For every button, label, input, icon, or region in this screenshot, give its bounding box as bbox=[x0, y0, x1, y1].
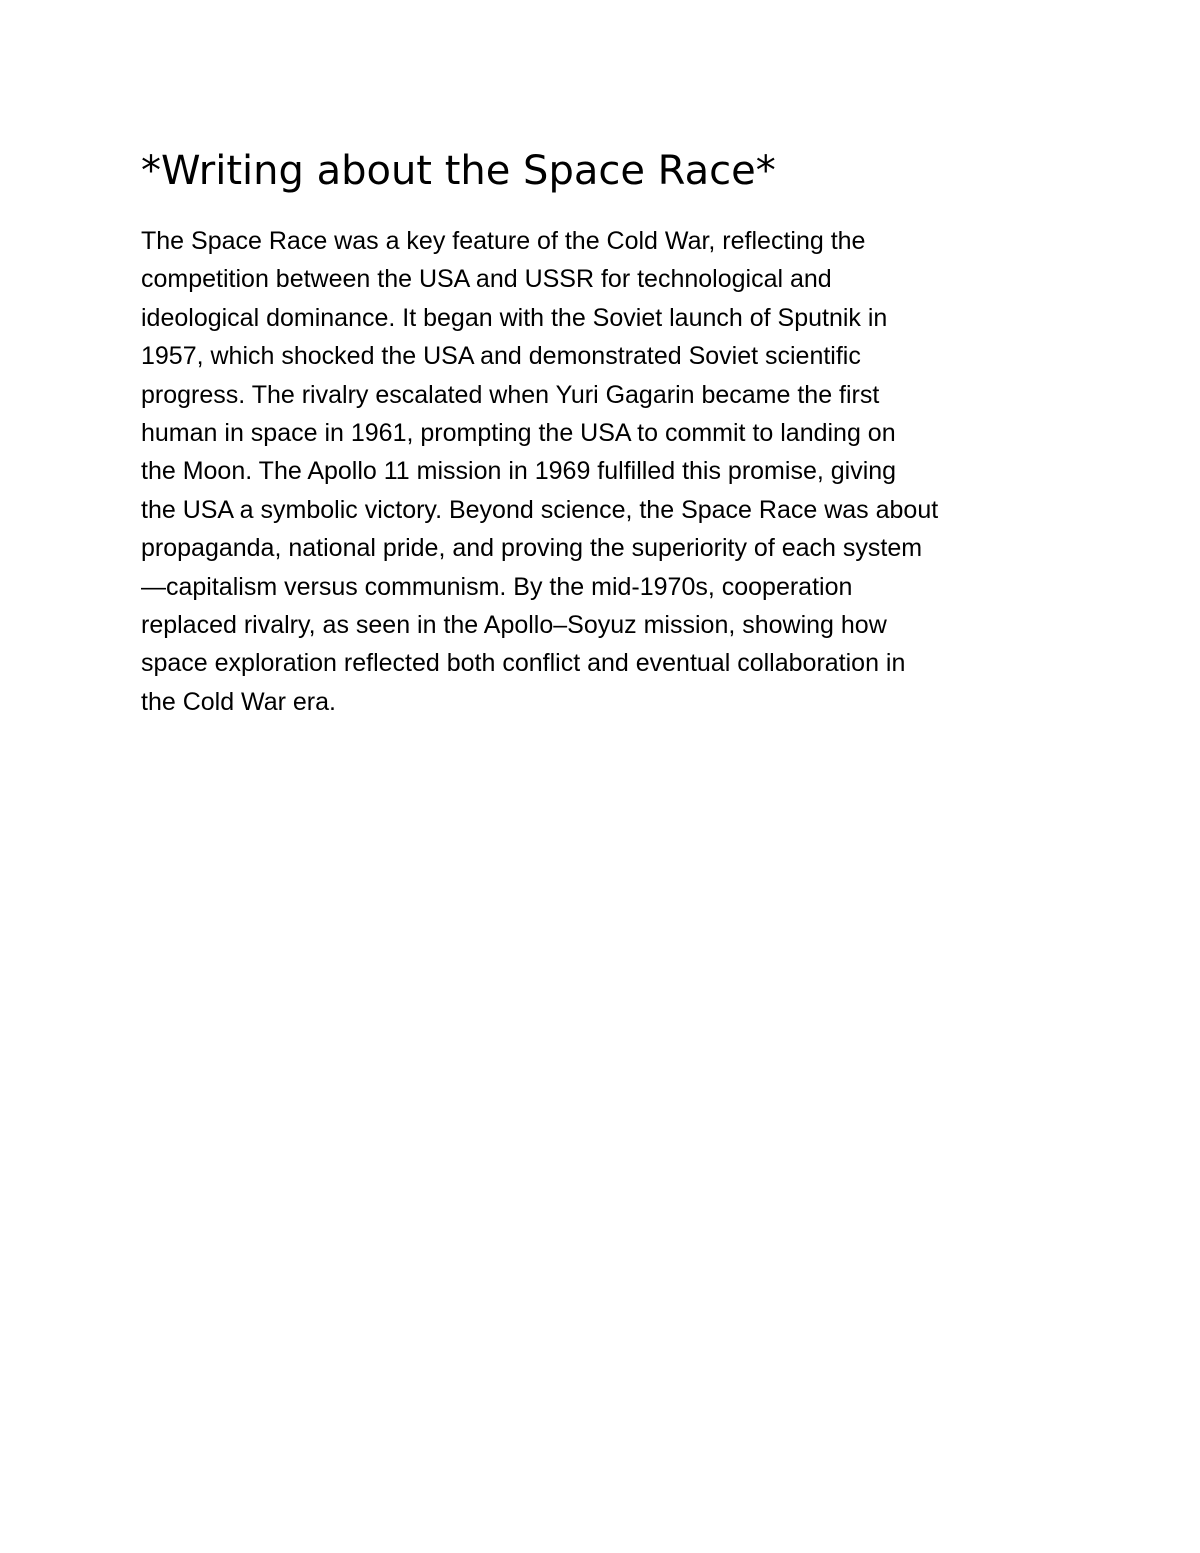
body-line: 1957, which shocked the USA and demonstrated Soviet scientific bbox=[141, 342, 861, 371]
body-line: progress. The rivalry escalated when Yuri Gagarin became the first bbox=[141, 380, 880, 409]
body-line: ideological dominance. It began with the Soviet launch of Sputnik in bbox=[141, 303, 888, 332]
body-line: The Space Race was a key feature of the Cold War, reflecting the bbox=[141, 227, 866, 255]
body-line: competition between the USA and USSR for technological and bbox=[141, 265, 832, 294]
body-line: the Cold War era. bbox=[141, 687, 336, 716]
body-line: the USA a symbolic victory. Beyond science, the Space Race was about bbox=[141, 495, 939, 524]
document-body-paragraph bbox=[141, 222, 1061, 721]
body-line: human in space in 1961, prompting the USA to commit to landing on bbox=[141, 419, 896, 448]
document-title: *Writing about the Space Race* bbox=[141, 148, 776, 194]
body-line: space exploration reflected both conflict and eventual collaboration in bbox=[141, 649, 906, 678]
body-line: the Moon. The Apollo 11 mission in 1969 fulfilled this promise, giving bbox=[141, 457, 897, 486]
body-line: replaced rivalry, as seen in the Apollo–Soyuz mission, showing how bbox=[141, 611, 887, 640]
body-line: —capitalism versus communism. By the mid-1970s, cooperation bbox=[141, 572, 853, 601]
body-line: propaganda, national pride, and proving the superiority of each system bbox=[141, 534, 923, 563]
